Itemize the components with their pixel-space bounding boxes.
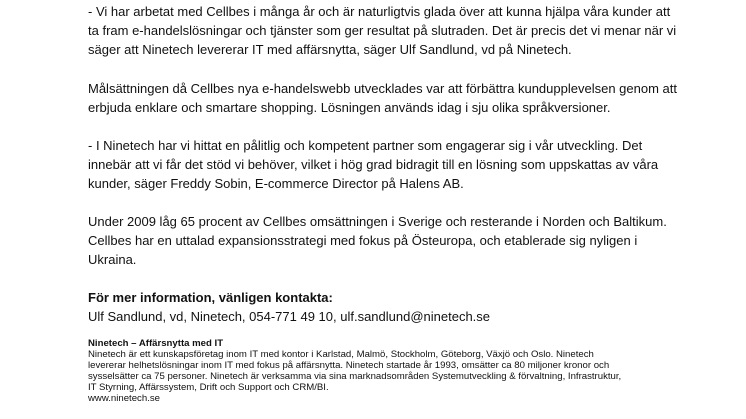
text-line: ta fram e-handelslösningar och tjänster som ger resultat på slutraden. Det är precis det vi menar när vi [88,23,677,38]
sales-paragraph [88,212,667,269]
text-line: Under 2009 låg 65 procent av Cellbes omsättningen i Sverige och resterande i Norden och Baltikum. [88,214,667,229]
about-line: Ninetech är ett kunskapsföretag inom IT med kontor i Karlstad, Malmö, Stockholm, Göteborg, Växjö och Oslo. Ninetech [88,349,594,360]
text-line: Målsättningen då Cellbes nya e-handelswebb utvecklades var att förbättra kundupplevelsen genom att [88,81,677,96]
text-line: innebär att vi får det stöd vi behöver, vilket i hög grad bidragit till en lösning som uppskattas av våra [88,157,659,172]
contact-section [88,288,490,326]
quote-paragraph-freddy-sobin [88,136,658,193]
text-line: kunder, säger Freddy Sobin, E-commerce Director på Halens AB. [88,176,464,191]
about-line: sysselsätter ca 75 personer. Ninetech är verksamma via sina marknadsområden Systemutveckling & förvaltning, Infrastruktur, [88,371,622,382]
about-line: IT Styrning, Affärssystem, Drift och Support och CRM/BI. [88,382,329,393]
quote-paragraph-ulf-sandlund [88,2,676,59]
contact-details: Ulf Sandlund, vd, Ninetech, 054-771 49 10, ulf.sandlund@ninetech.se [88,309,491,324]
text-line: Cellbes har en uttalad expansionsstrategi med fokus på Östeuropa, och etablerade sig nyligen i [88,233,638,248]
text-line: Ukraina. [88,252,137,267]
website-link[interactable]: www.ninetech.se [88,393,160,404]
about-title: Ninetech – Affärsnytta med IT [88,338,224,349]
goal-paragraph [88,79,677,117]
text-line: erbjuda enklare och smartare shopping. Lösningen används idag i sju olika språkversioner. [88,100,611,115]
about-ninetech-boilerplate [88,338,621,404]
text-line: säger att Ninetech levererar IT med affärsnytta, säger Ulf Sandlund, vd på Ninetech. [88,42,572,57]
contact-heading: För mer information, vänligen kontakta: [88,290,333,305]
text-line: - I Ninetech har vi hittat en pålitlig och kompetent partner som engagerar sig i vår utveckling. Det [88,138,643,153]
text-line: - Vi har arbetat med Cellbes i många år och är naturligtvis glada över att kunna hjälpa våra kunder att [88,4,671,19]
about-line: levererar helhetslösningar inom IT med fokus på affärsnytta. Ninetech startade år 1993, omsätter ca 80 miljoner kronor och [88,360,610,371]
